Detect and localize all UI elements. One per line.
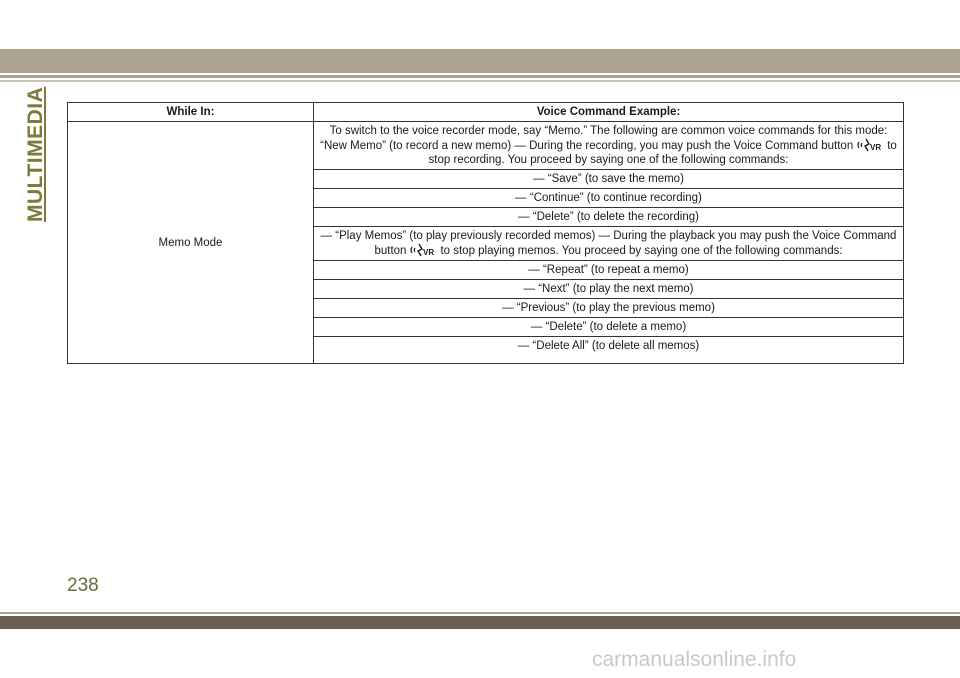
command-save: — “Save” (to save the memo) — [314, 170, 904, 189]
voice-recognition-icon — [409, 243, 437, 257]
footer-band — [0, 616, 960, 629]
header-rule-thin — [0, 80, 960, 82]
intro-text-after: to stop recording. You proceed by saying one of the following commands: — [428, 140, 897, 166]
header-band — [0, 49, 960, 73]
voice-recognition-icon — [856, 138, 884, 152]
command-delete-memo: — “Delete” (to delete a memo) — [314, 318, 904, 337]
play-text-after: to stop playing memos. You proceed by saying one of the following commands: — [440, 245, 843, 257]
svg-text:VR: VR — [423, 248, 435, 257]
watermark: carmanualsonline.info — [592, 648, 797, 671]
command-delete-recording: — “Delete” (to delete the recording) — [314, 208, 904, 227]
play-text-before: — “Play Memos” (to play previously recorded memos) — During the playback you may push the Voice Command button — [320, 230, 897, 257]
header-voice-command-example: Voice Command Example: — [314, 103, 904, 122]
command-next: — “Next” (to play the next memo) — [314, 280, 904, 299]
voice-command-table — [67, 102, 904, 364]
intro-text-before: To switch to the voice recorder mode, say “Memo.” The following are common voice commands for this mode: “New Memo” (to record a new memo) — During the recording, you may push the Voice Command button — [320, 125, 888, 152]
table-row — [68, 122, 904, 170]
mode-cell: Memo Mode — [68, 122, 314, 364]
command-repeat: — “Repeat” (to repeat a memo) — [314, 261, 904, 280]
table-header-row — [68, 103, 904, 122]
play-memos-cell — [314, 227, 904, 261]
section-label: MULTIMEDIA — [24, 86, 47, 222]
command-continue: — “Continue” (to continue recording) — [314, 189, 904, 208]
page-number: 238 — [67, 575, 99, 596]
command-previous: — “Previous” (to play the previous memo) — [314, 299, 904, 318]
intro-cell — [314, 122, 904, 170]
header-rule — [0, 75, 960, 78]
svg-text:VR: VR — [870, 143, 882, 152]
command-delete-all: — “Delete All” (to delete all memos) — [314, 337, 904, 364]
header-while-in: While In: — [68, 103, 314, 122]
footer-rule — [0, 612, 960, 614]
